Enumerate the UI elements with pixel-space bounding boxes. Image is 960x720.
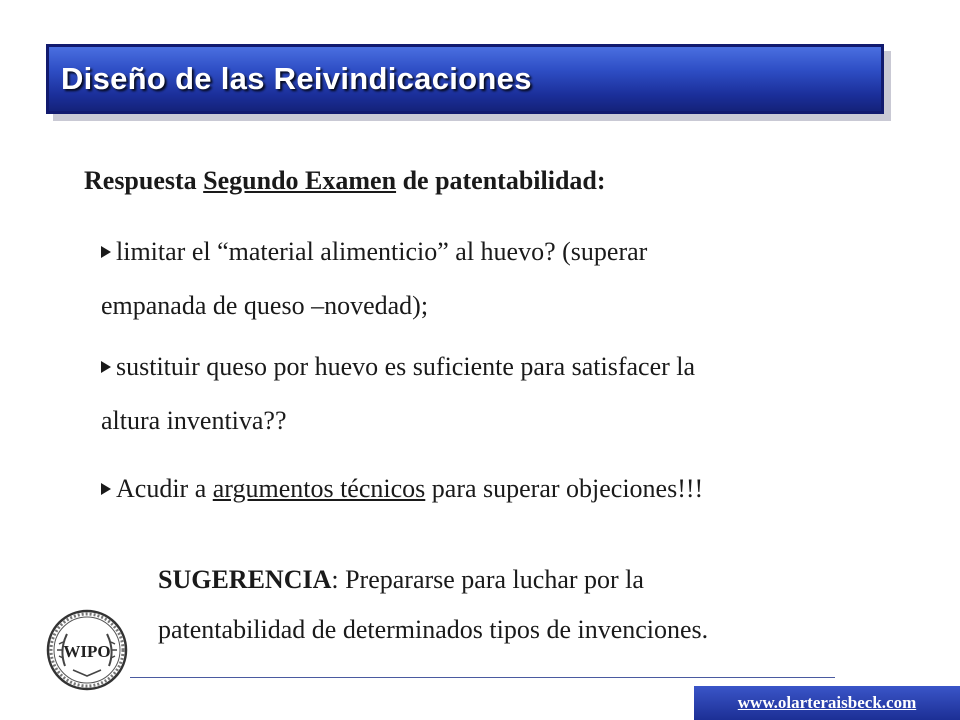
- logo-text: WIPO: [63, 642, 111, 661]
- bullet-item-2: [101, 340, 871, 448]
- heading-underlined: Segundo Examen: [203, 166, 397, 195]
- bullet-2-line-1: sustituir queso por huevo es suficiente para satisfacer la: [116, 352, 696, 381]
- heading-prefix: Respuesta: [84, 166, 204, 195]
- bullet-3-underlined: argumentos técnicos: [212, 474, 426, 503]
- bullet-1-line-1: limitar el “material alimenticio” al huevo? (superar: [116, 237, 648, 266]
- bullet-3-suffix: para superar objeciones!!!: [425, 474, 704, 503]
- bullet-2-line-2: altura inventiva??: [101, 406, 287, 435]
- suggestion-line-2: patentabilidad de determinados tipos de invenciones.: [158, 615, 709, 644]
- slide-title: Diseño de las Reivindicaciones: [61, 61, 532, 96]
- wipo-seal-icon: [45, 608, 129, 692]
- suggestion-block: [158, 555, 878, 655]
- title-bar-fill: [49, 47, 881, 111]
- arrow-right-icon: [101, 361, 111, 373]
- arrow-right-icon: [101, 483, 111, 495]
- suggestion-line-1: : Prepararse para luchar por la: [331, 565, 644, 594]
- bullet-1-line-2: empanada de queso –novedad);: [101, 291, 429, 320]
- footer-link-box[interactable]: [694, 686, 960, 720]
- arrow-right-icon: [101, 246, 111, 258]
- suggestion-label: SUGERENCIA: [158, 565, 332, 594]
- bullet-item-1: [101, 225, 871, 333]
- footer-divider: [130, 677, 835, 678]
- section-heading: [84, 166, 606, 196]
- heading-suffix: de patentabilidad:: [396, 166, 606, 195]
- title-bar: [46, 44, 884, 114]
- footer-website-link[interactable]: www.olarteraisbeck.com: [737, 693, 917, 712]
- bullet-3-prefix: Acudir a: [116, 474, 213, 503]
- bullet-item-3: [101, 462, 871, 516]
